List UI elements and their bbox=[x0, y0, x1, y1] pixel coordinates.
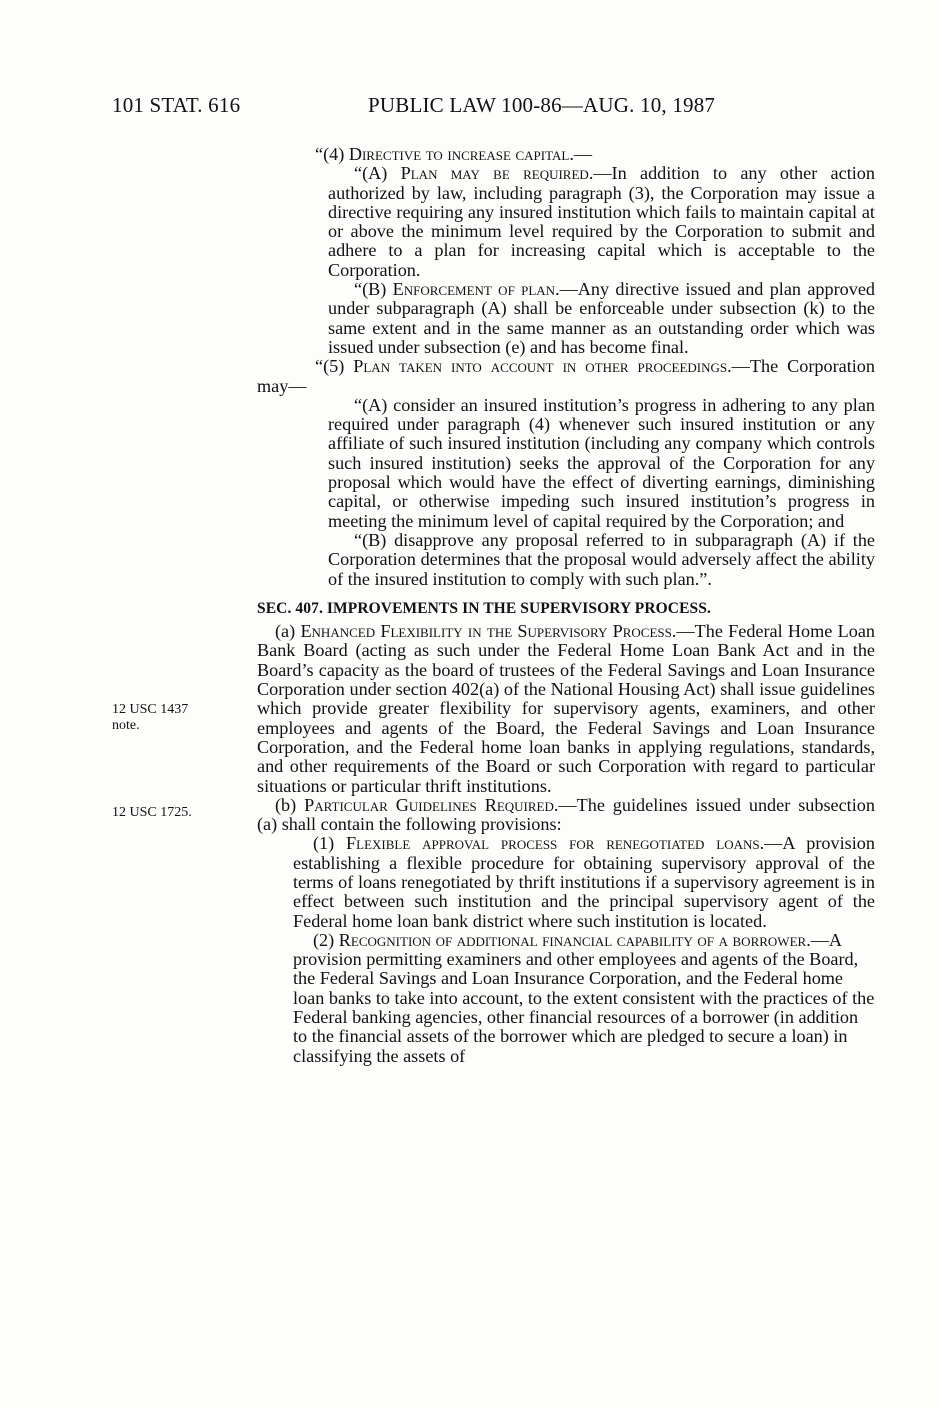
paragraph-4B bbox=[257, 280, 875, 357]
paragraph-text: .—The guidelines issued under subsection (a) shall contain the following provisions: bbox=[257, 794, 875, 835]
margin-note-usc-1437 bbox=[112, 702, 188, 734]
paragraph-5 bbox=[257, 357, 875, 396]
section-heading: Directive to increase capital bbox=[348, 144, 570, 164]
subsection-a bbox=[257, 622, 875, 796]
page-stat-number: 101 STAT. 616 bbox=[112, 93, 241, 117]
paragraph-text: .—The Corporation may— bbox=[257, 356, 875, 396]
section-heading: Enforcement of plan bbox=[392, 279, 556, 300]
margin-note-citation: 12 USC 1437 bbox=[112, 702, 189, 717]
paragraph-text: .—Any directive issued and plan approved under subparagraph (A) shall be enforceable under subsection (k) to the same extent and in the same manner as an outstanding order which was issued under subsection (e) and has become final. bbox=[328, 279, 876, 357]
paragraph-lead: “(5) bbox=[315, 356, 354, 377]
margin-note-suffix: note. bbox=[112, 718, 140, 733]
document-body bbox=[257, 145, 875, 1066]
paragraph-lead: (b) bbox=[275, 794, 305, 815]
section-heading: Plan may be required bbox=[400, 163, 589, 184]
paragraph-5A: “(A) consider an insured institution’s progress in adhering to any plan required under paragraph (4) whenever such insured institution or any affiliate of such insured institution (including any company which controls such insured institution) seeks the approval of the Corporation for any proposal which would have the effect of diverting earnings, diminishing capital, or otherwise impeding such insured institution’s progress in meeting the minimum level of capital required by the Corporation; and bbox=[328, 394, 875, 531]
section-heading: Recognition of additional financial capability of a borrower bbox=[338, 929, 807, 950]
paragraph-4-heading bbox=[257, 145, 875, 164]
paragraph-lead: “(A) bbox=[354, 163, 401, 184]
subsection-b bbox=[257, 796, 875, 835]
paragraph-b1 bbox=[257, 834, 875, 930]
section-heading: Enhanced Flexibility in the Supervisory Process bbox=[300, 621, 672, 642]
section-407-title: SEC. 407. IMPROVEMENTS IN THE SUPERVISORY PROCESS. bbox=[257, 599, 711, 617]
paragraph-text: .—A provision establishing a flexible procedure for obtaining supervisory approval of the terms of loans renegotiated by thrift institutions if a supervisory agreement is in effect between such institution and the principal supervisory agent of the Federal home loan bank district where such institution is located. bbox=[293, 833, 875, 931]
paragraph-b2 bbox=[257, 931, 875, 1066]
section-heading: Particular Guidelines Required bbox=[304, 794, 554, 815]
paragraph-tail: .— bbox=[569, 144, 593, 164]
paragraph-text: .—The Federal Home Loan Bank Board (acting as such under the Federal Home Loan Bank Act and in the Board’s capacity as the board of trustees of the Federal Savings and Loan Insurance Corporation under section 402(a) of the National Housing Act) shall issue guidelines which provide greater flexibility for supervisory agents, examiners, and other employees and agents of the Board, the Federal Savings and Loan Insurance Corporation, and the Federal home loan banks in applying regulations, standards, and other requirements of the Board or such Corporation with regard to particular situations or particular thrift institutions. bbox=[257, 621, 875, 796]
section-heading: Flexible approval process for renegotiated loans bbox=[346, 833, 760, 854]
paragraph-text: .—A provision permitting examiners and other employees and agents of the Board, the Federal Savings and Loan Insurance Corporation, and the Federal home loan banks to take into account, to the extent consistent with the practices of the Federal banking agencies, other financial resources of a borrower (in addition to the financial assets of the borrower which are pledged to secure a loan) in classifying the assets of bbox=[293, 929, 875, 1066]
paragraph-lead: (2) bbox=[313, 929, 339, 950]
paragraph-lead: (a) bbox=[275, 621, 301, 642]
paragraph-4A bbox=[257, 164, 875, 280]
paragraph-5B: “(B) disapprove any proposal referred to in subparagraph (A) if the Corporation determines that the proposal would adversely affect the ability of the insured institution to comply with such plan.”. bbox=[328, 529, 875, 589]
running-header: PUBLIC LAW 100-86—AUG. 10, 1987 bbox=[368, 93, 716, 117]
section-heading: Plan taken into account in other proceedings bbox=[353, 356, 728, 377]
paragraph-lead: “(B) bbox=[354, 279, 393, 300]
margin-note-usc-1725: 12 USC 1725. bbox=[112, 805, 192, 820]
paragraph-text: .—In addition to any other action authorized by law, including paragraph (3), the Corporation may issue a directive requiring any insured institution which fails to maintain capital at or above the minimum level required by the Corporation to submit and adhere to a plan for increasing capital which is acceptable to the Corporation. bbox=[328, 163, 875, 280]
paragraph-lead: “(4) bbox=[315, 144, 349, 164]
paragraph-lead: (1) bbox=[313, 833, 347, 854]
